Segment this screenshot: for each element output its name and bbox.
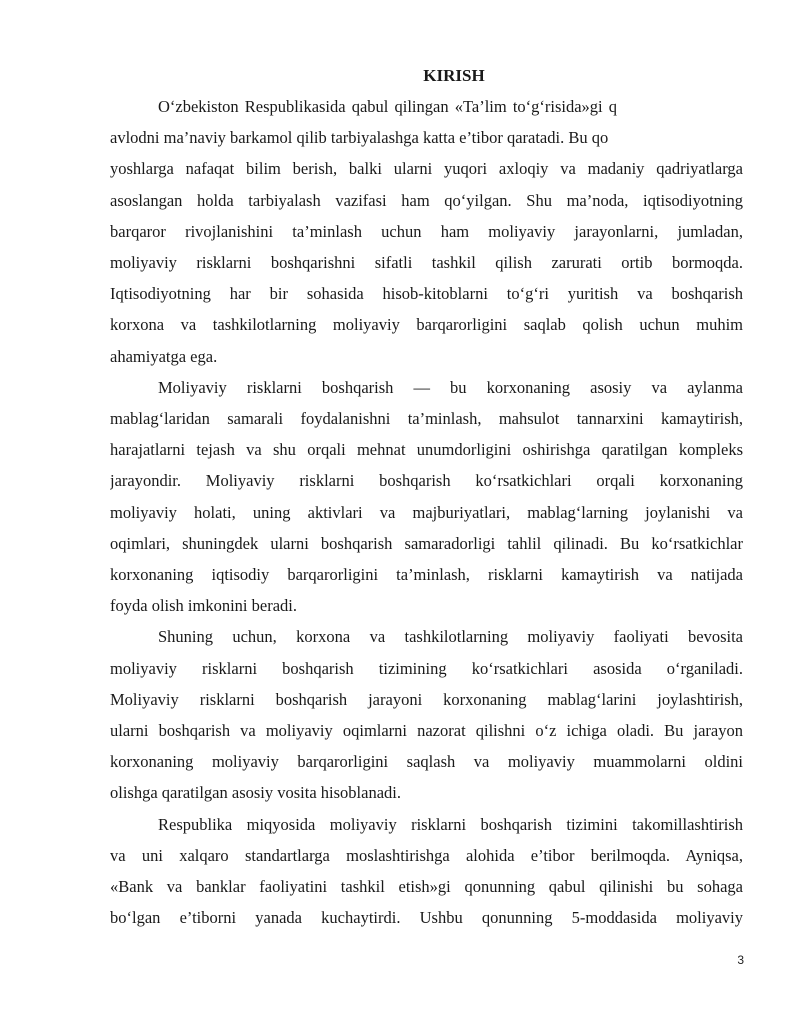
document-body <box>110 91 743 933</box>
text-line: olishga qaratilgan asosiy vosita hisoblanadi. <box>110 783 401 803</box>
paragraph <box>110 809 743 934</box>
text-line: yoshlarga nafaqat bilim berish, balki ularni yuqori axloqiy va madaniy qadriyatlarga <box>110 159 743 179</box>
text-line: korxona va tashkilotlarning moliyaviy barqarorligini saqlab qolish uchun muhim <box>110 315 743 335</box>
text-line: foyda olish imkonini beradi. <box>110 596 297 616</box>
text-line: korxonaning moliyaviy barqarorligini saqlash va moliyaviy muammolarni oldini <box>110 752 743 772</box>
text-line: va uni xalqaro standartlarga moslashtirishga alohida e’tibor berilmoqda. Ayniqsa, <box>110 845 743 865</box>
text-line: bo‘lgan e’tiborni yanada kuchaytirdi. Ushbu qonunning 5-moddasida moliyaviy <box>110 908 743 928</box>
text-line: Iqtisodiyotning har bir sohasida hisob-kitoblarni to‘g‘ri yuritish va boshqarish <box>110 284 743 304</box>
text-line: moliyaviy risklarni boshqarishni sifatli tashkil qilish zarurati ortib bormoqda. <box>110 253 743 273</box>
text-line: korxonaning iqtisodiy barqarorligini ta’minlash, risklarni kamaytirish va natijada <box>110 565 743 585</box>
section-title: KIRISH <box>423 66 485 85</box>
text-line: oqimlari, shuningdek ularni boshqarish samaradorligi tahlil qilinadi. Bu ko‘rsatkichlar <box>110 533 743 553</box>
paragraph <box>110 91 743 372</box>
text-line: harajatlarni tejash va shu orqali mehnat unumdorligini oshirishga qaratilgan kompleks <box>110 440 743 460</box>
text-line: O‘zbekiston Respublikasida qabul qilingan «Ta’lim to‘g‘risida»gi q <box>158 97 618 116</box>
text-line: Shuning uchun, korxona va tashkilotlarning moliyaviy faoliyati bevosita <box>158 627 743 647</box>
text-line: asoslangan holda tarbiyalash vazifasi ham qo‘yilgan. Shu ma’noda, iqtisodiyotning <box>110 190 743 210</box>
text-line: Respublika miqyosida moliyaviy risklarni boshqarish tizimini takomillashtirish <box>158 814 743 834</box>
text-line: avlodni ma’naviy barkamol qilib tarbiyalashga katta e’tibor qaratadi. Bu qo <box>110 128 609 148</box>
paragraph <box>110 372 743 622</box>
text-line: ahamiyatga ega. <box>110 346 218 366</box>
text-line: Moliyaviy risklarni boshqarish — bu korxonaning asosiy va aylanma <box>158 377 743 397</box>
document-page <box>110 64 743 933</box>
page-number: 3 <box>737 953 744 967</box>
paragraph <box>110 621 743 808</box>
text-line: barqaror rivojlanishini ta’minlash uchun ham moliyaviy jarayonlarni, jumladan, <box>110 221 743 241</box>
text-line: Moliyaviy risklarni boshqarish jarayoni korxonaning mablag‘larini joylashtirish, <box>110 689 743 709</box>
text-line: moliyaviy risklarni boshqarish tizimining ko‘rsatkichlari asosida o‘rganiladi. <box>110 658 743 678</box>
text-line: «Bank va banklar faoliyatini tashkil etish»gi qonunning qabul qilinishi bu sohaga <box>110 877 743 897</box>
text-line: mablag‘laridan samarali foydalanishni ta’minlash, mahsulot tannarxini kamaytirish, <box>110 409 743 429</box>
text-line: jarayondir. Moliyaviy risklarni boshqarish ko‘rsatkichlari orqali korxonaning <box>110 471 743 491</box>
text-line: ularni boshqarish va moliyaviy oqimlarni nazorat qilishni o‘z ichiga oladi. Bu jarayon <box>110 721 743 741</box>
text-line: moliyaviy holati, uning aktivlari va majburiyatlari, mablag‘larning joylanishi va <box>110 502 743 522</box>
